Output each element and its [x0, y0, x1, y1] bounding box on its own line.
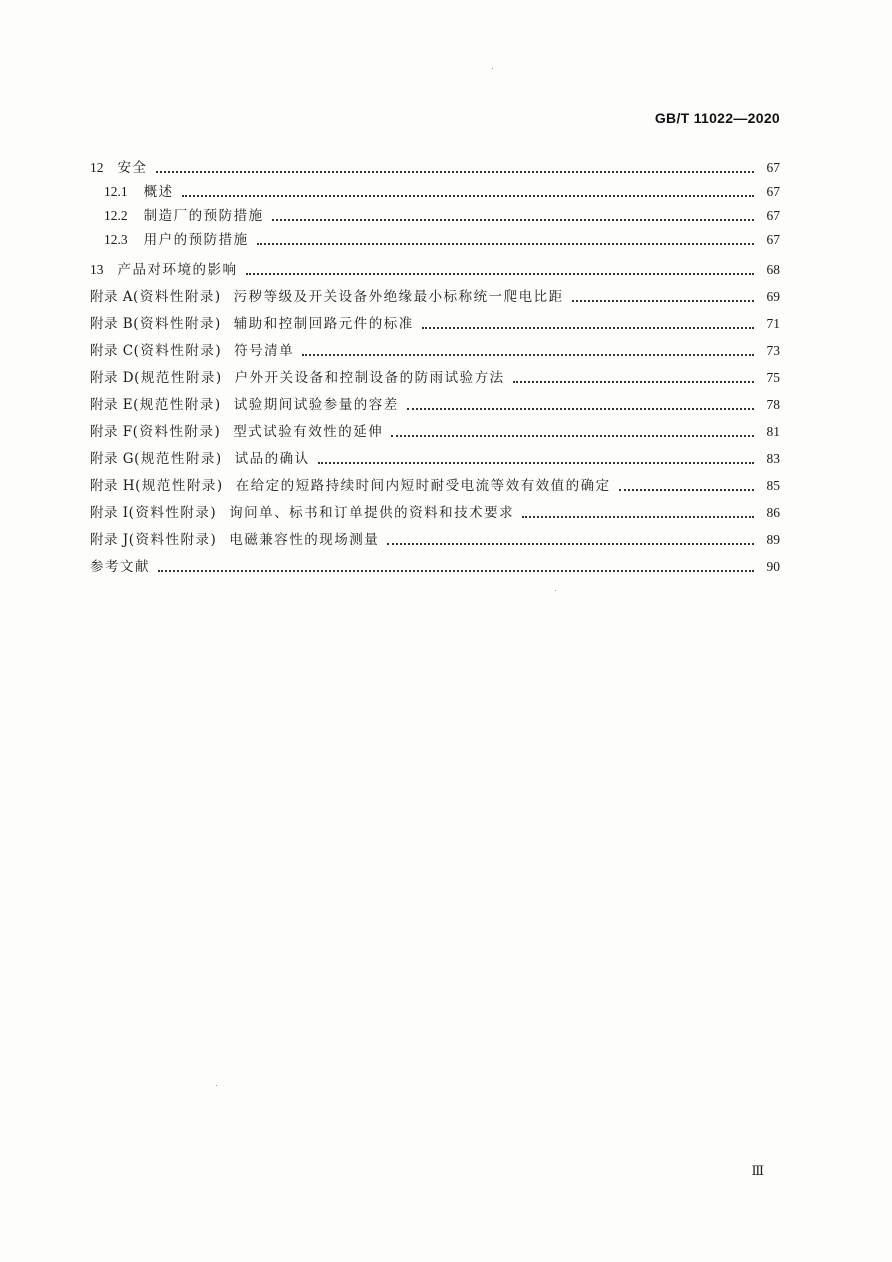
- toc-entry-annex-e[interactable]: [90, 387, 780, 414]
- toc-entry-page: 78: [766, 397, 780, 412]
- toc-entry-annex-b[interactable]: [90, 306, 780, 333]
- toc-entry-title: 概述: [143, 184, 174, 200]
- toc-entry-page: 67: [766, 160, 780, 175]
- toc-entry-heading: [90, 450, 310, 468]
- toc-entry-page: 81: [766, 424, 780, 439]
- annex-label: 附录 C: [90, 343, 134, 359]
- dot-leader: [182, 195, 754, 197]
- toc-entry-bibliography[interactable]: [90, 549, 780, 576]
- toc-entry-heading: [90, 342, 294, 360]
- toc-entry-page: 86: [766, 505, 780, 520]
- dot-leader: [422, 327, 754, 329]
- toc-entry-title: 试品的确认: [234, 451, 310, 467]
- toc-entry-number: 12.1: [104, 184, 128, 199]
- toc-entry-page: 90: [766, 559, 780, 574]
- dot-leader: [522, 516, 754, 518]
- toc-entry-annex-h[interactable]: [90, 468, 780, 495]
- dot-leader: [391, 435, 754, 437]
- toc-entry-title: 在给定的短路持续时间内短时耐受电流等效有效值的确定: [235, 478, 611, 494]
- toc-entry-title: 型式试验有效性的延伸: [233, 424, 384, 440]
- toc-entry-annex-c[interactable]: [90, 333, 780, 360]
- annex-label: 附录 D: [90, 370, 135, 386]
- toc-entry-title: 符号清单: [234, 343, 295, 359]
- toc-entry-page: 75: [766, 370, 780, 385]
- toc-entry-title: 安全: [117, 160, 148, 176]
- toc-entry-title: 产品对环境的影响: [117, 262, 238, 278]
- toc-entry[interactable]: [90, 177, 780, 201]
- toc-entry-heading: [90, 477, 611, 495]
- dot-leader: [156, 171, 755, 173]
- dot-leader: [513, 381, 754, 383]
- annex-label: 附录 B: [90, 316, 134, 332]
- dot-leader: [158, 570, 754, 572]
- toc-entry-page: 85: [766, 478, 780, 493]
- toc-entry-number: 12.3: [104, 232, 128, 247]
- toc-entry-title: 电磁兼容性的现场测量: [229, 532, 380, 548]
- toc-entry-title: 用户的预防措施: [143, 232, 249, 248]
- toc-entry-annex-j[interactable]: [90, 522, 780, 549]
- standard-code-header: GB/T 11022—2020: [654, 110, 780, 126]
- dot-leader: [572, 300, 754, 302]
- toc-entry-annex-a[interactable]: [90, 279, 780, 306]
- toc-entry-page: 73: [766, 343, 780, 358]
- dot-leader: [302, 354, 754, 356]
- toc-entry[interactable]: [90, 150, 780, 177]
- toc-entry-title: 参考文献: [90, 559, 150, 575]
- toc-entry-page: 67: [766, 208, 780, 223]
- toc-entry-page: 71: [766, 316, 780, 331]
- dot-leader: [272, 219, 754, 221]
- toc-entry-page: 67: [766, 184, 780, 199]
- scan-speck: [216, 1085, 217, 1086]
- toc-entry-number: 12: [90, 160, 104, 175]
- annex-type: (资料性附录): [132, 424, 222, 440]
- toc-entry-title: 询问单、标书和订单提供的资料和技术要求: [229, 505, 515, 521]
- toc-entry[interactable]: [90, 201, 780, 225]
- toc-entry-heading: [90, 504, 514, 522]
- toc-entry-page: 89: [766, 532, 780, 547]
- annex-type: (资料性附录): [128, 505, 218, 521]
- annex-type: (规范性附录): [133, 397, 222, 413]
- dot-leader: [619, 489, 754, 491]
- toc-entry-number: 12.2: [104, 208, 128, 223]
- annex-type: (规范性附录): [134, 370, 223, 386]
- table-of-contents: [90, 150, 780, 576]
- dot-leader: [318, 462, 754, 464]
- annex-type: (规范性附录): [134, 451, 223, 467]
- toc-entry-page: 83: [766, 451, 780, 466]
- toc-entry-heading: [90, 288, 564, 306]
- toc-entry[interactable]: [90, 252, 780, 279]
- toc-entry-number: 13: [90, 262, 104, 277]
- toc-entry-annex-f[interactable]: [90, 414, 780, 441]
- dot-leader: [257, 243, 754, 245]
- scan-speck: [492, 68, 493, 69]
- toc-entry-title: 制造厂的预防措施: [143, 208, 264, 224]
- toc-entry-title: 污秽等级及开关设备外绝缘最小标称统一爬电比距: [233, 289, 564, 305]
- toc-entry-heading: [90, 531, 379, 549]
- toc-entry-title: 户外开关设备和控制设备的防雨试验方法: [234, 370, 505, 386]
- toc-entry-page: 67: [766, 232, 780, 247]
- annex-type: (资料性附录): [128, 532, 218, 548]
- page-number: Ⅲ: [751, 1163, 764, 1178]
- annex-type: (资料性附录): [133, 316, 222, 332]
- annex-label: 附录 A: [90, 289, 134, 305]
- toc-entry-annex-g[interactable]: [90, 441, 780, 468]
- toc-entry-title: 辅助和控制回路元件的标准: [233, 316, 414, 332]
- toc-entry-annex-i[interactable]: [90, 495, 780, 522]
- toc-entry-heading: [90, 423, 383, 441]
- toc-entry-page: 68: [766, 262, 780, 277]
- toc-entry-title: 试验期间试验参量的容差: [233, 397, 399, 413]
- dot-leader: [246, 273, 755, 275]
- toc-entry[interactable]: [90, 225, 780, 249]
- toc-entry-heading: [90, 315, 414, 333]
- annex-label: 附录 I: [90, 505, 129, 521]
- annex-type: (资料性附录): [133, 343, 223, 359]
- annex-type: (资料性附录): [133, 289, 222, 305]
- toc-entry-annex-d[interactable]: [90, 360, 780, 387]
- annex-label: 附录 G: [90, 451, 135, 467]
- toc-entry-page: 69: [766, 289, 780, 304]
- annex-label: 附录 F: [90, 424, 133, 440]
- dot-leader: [407, 408, 754, 410]
- annex-label: 附录 J: [90, 532, 129, 548]
- dot-leader: [387, 543, 754, 545]
- annex-label: 附录 E: [90, 397, 134, 413]
- toc-entry-heading: [90, 396, 399, 414]
- annex-type: (规范性附录): [135, 478, 224, 494]
- scan-speck: [555, 590, 556, 591]
- toc-entry-heading: [90, 369, 505, 387]
- annex-label: 附录 H: [90, 478, 136, 494]
